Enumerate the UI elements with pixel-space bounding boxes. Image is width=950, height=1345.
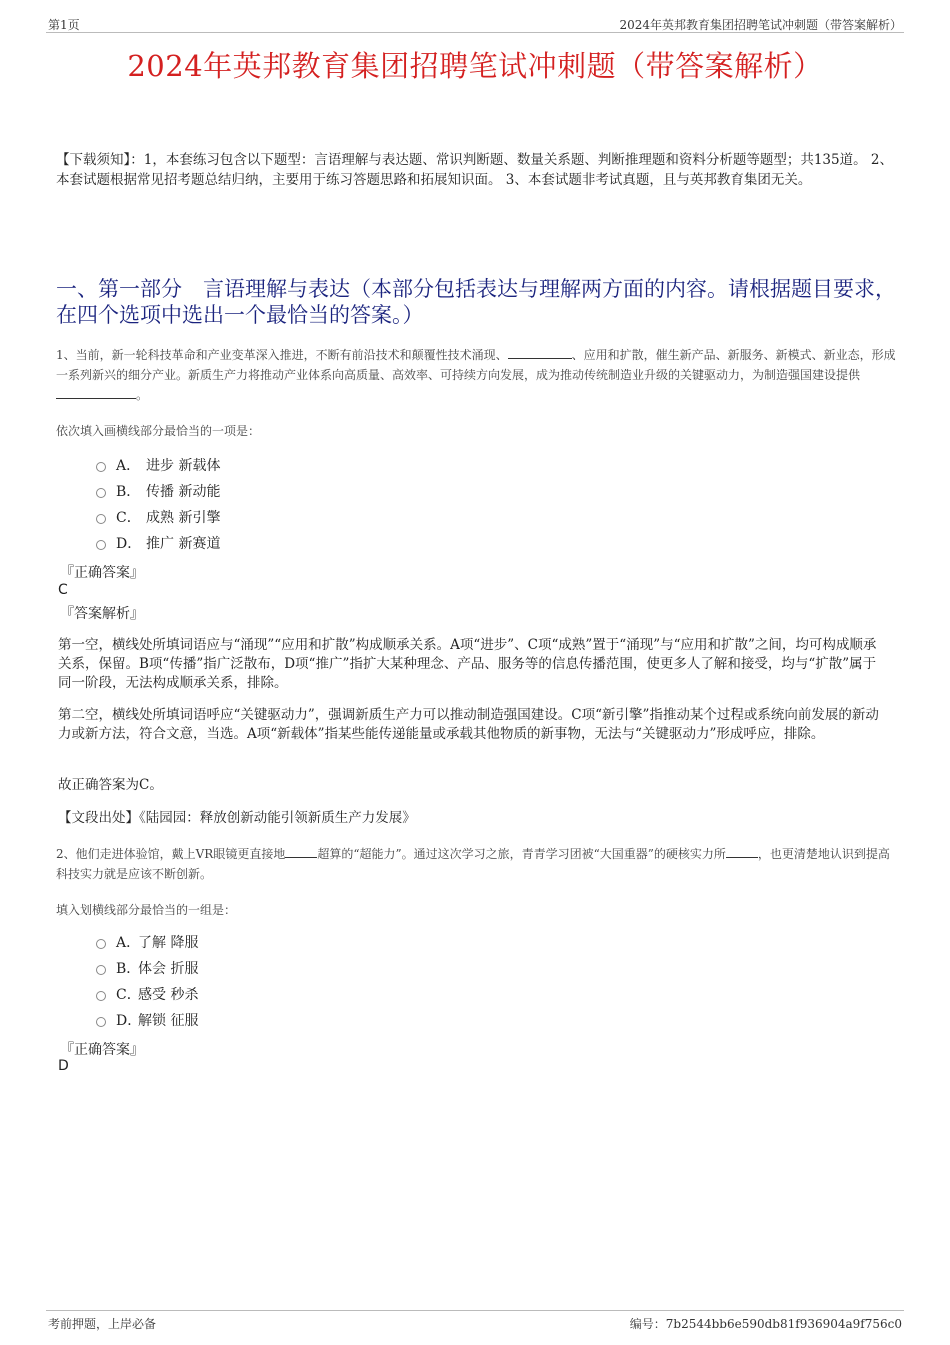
correct-answer-label: 『正确答案』 <box>60 1042 144 1058</box>
question-2-text: 2、他们走进体验馆，戴上VR眼镜更直接地 超算的“超能力”。通过这次学习之旅，青青学习团被“大国重器”的硬核实力所 ，也更清楚地认识到提高科技实力就是应该不断创新。 <box>56 847 890 881</box>
footer-serial: 编号：7b2544bb6e590db81f936904a9f756c0 <box>629 1317 902 1331</box>
option-c[interactable]: C． 成熟 新引擎 <box>96 504 220 530</box>
radio-icon[interactable] <box>96 939 106 949</box>
option-d[interactable]: D． 推广 新赛道 <box>96 530 220 556</box>
radio-icon[interactable] <box>96 462 106 472</box>
analysis-paragraph-2: 第二空，横线处所填词语呼应“关键驱动力”，强调新质生产力可以推动制造强国建设。C项“新引擎”指推动某个过程或系统向前发展的新动力或新方法，符合文意，当选。A项“新载体”指某些能传递能量或承载其他物质的新事物，无法与“关键驱动力”形成呼应，排除。 <box>58 707 879 742</box>
analysis-paragraph-1: 第一空，横线处所填词语应与“涌现”“应用和扩散”构成顺承关系。A项“进步”、C项“成熟”置于“涌现”与“应用和扩散”之间，均可构成顺承关系，保留。B项“传播”指广泛散布，D项“推广”指扩大某种理念、产品、服务等的信息传播范围，使更多人了解和接受，均与“扩散”属于同一阶段，无法构成顺承关系，排除。 <box>58 637 877 691</box>
option-a[interactable]: A． 进步 新载体 <box>96 452 220 478</box>
analysis-conclusion: 故正确答案为C。 <box>58 777 163 793</box>
radio-icon[interactable] <box>96 991 106 1001</box>
document-title: 2024年英邦教育集团招聘笔试冲刺题（带答案解析） <box>127 49 823 83</box>
page-header <box>46 12 904 33</box>
radio-icon[interactable] <box>96 540 106 550</box>
option-b[interactable]: B． 体会 折服 <box>96 955 198 981</box>
footer-slogan: 考前押题，上岸必备 <box>48 1317 157 1331</box>
answer-blank <box>56 398 136 399</box>
answer-blank <box>726 857 758 858</box>
radio-icon[interactable] <box>96 965 106 975</box>
correct-answer-label: 『正确答案』 <box>60 565 144 581</box>
correct-answer: C <box>58 582 68 598</box>
answer-blank <box>285 857 317 858</box>
page-number: 第1页 <box>48 18 80 32</box>
option-b[interactable]: B． 传播 新动能 <box>96 478 220 504</box>
radio-icon[interactable] <box>96 514 106 524</box>
option-d[interactable]: D． 解锁 征服 <box>96 1007 198 1033</box>
radio-icon[interactable] <box>96 1017 106 1027</box>
option-c[interactable]: C． 感受 秒杀 <box>96 981 198 1007</box>
question-1-text: 1、当前，新一轮科技革命和产业变革深入推进，不断有前沿技术和颠覆性技术涌现、 、应用和扩散，催生新产品、新服务、新模式、新业态，形成一系列新兴的细分产业。新质生产力将推动产业体系向高质量、高效率、可持续方向发展，成为推动传统制造业升级的关键驱动力，为制造强国建设提供。 <box>56 348 896 402</box>
analysis-label: 『答案解析』 <box>60 606 144 622</box>
answer-blank <box>508 358 572 359</box>
section-heading: 一、第一部分 言语理解与表达（本部分包括表达与理解两方面的内容。请根据题目要求，在四个选项中选出一个最恰当的答案。） <box>56 277 896 327</box>
correct-answer: D <box>58 1058 69 1074</box>
radio-icon[interactable] <box>96 488 106 498</box>
option-a[interactable]: A． 了解 降服 <box>96 929 198 955</box>
source-citation: 【文段出处】《陆园园：释放创新动能引领新质生产力发展》 <box>58 810 416 826</box>
question-1-instruction: 依次填入画横线部分最恰当的一项是： <box>56 424 261 438</box>
page-footer <box>46 1310 904 1331</box>
question-1-options <box>96 452 220 556</box>
download-notice: 【下载须知】：1，本套练习包含以下题型：言语理解与表达题、常识判断题、数量关系题、判断推理题和资料分析题等题型；共135道。 2、本套试题根据常见招考题总结归纳，主要用于练习答题思路和拓展知识面。 3、本套试题非考试真题，且与英邦教育集团无关。 <box>56 152 893 188</box>
header-doc-title: 2024年英邦教育集团招聘笔试冲刺题（带答案解析） <box>619 18 902 32</box>
question-2-options <box>96 929 198 1033</box>
question-2-instruction: 填入划横线部分最恰当的一组是： <box>56 903 237 917</box>
